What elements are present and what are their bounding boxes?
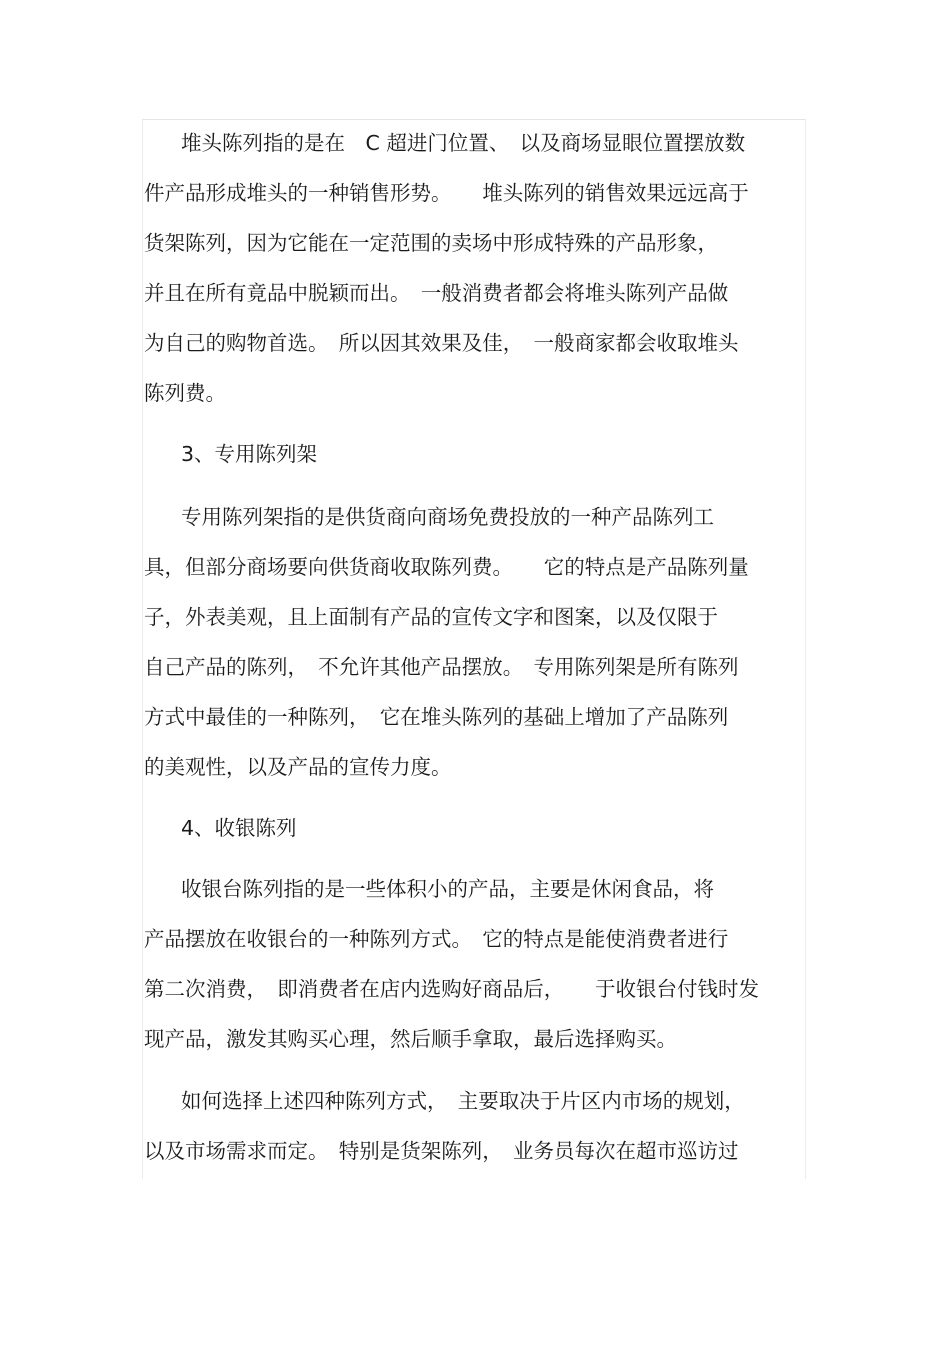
text-line: 具，但部分商场要向供货商收取陈列费。 它的特点是产品陈列量 bbox=[144, 555, 749, 579]
text-line: 并且在所有竟品中脱颖而出。 一般消费者都会将堆头陈列产品做 bbox=[144, 281, 729, 305]
section-heading: 4、收银陈列 bbox=[181, 816, 297, 840]
text-line: 方式中最佳的一种陈列， 它在堆头陈列的基础上增加了产品陈列 bbox=[144, 705, 729, 729]
section-heading: 3、专用陈列架 bbox=[181, 442, 318, 466]
text-line: 如何选择上述四种陈列方式， 主要取决于片区内市场的规划， bbox=[181, 1089, 745, 1113]
text-line: 的美观性，以及产品的宣传力度。 bbox=[144, 755, 452, 779]
text-line: 子，外表美观，且上面制有产品的宣传文字和图案，以及仅限于 bbox=[144, 605, 718, 629]
text-line: 产品摆放在收银台的一种陈列方式。 它的特点是能使消费者进行 bbox=[144, 927, 729, 951]
text-line: 陈列费。 bbox=[144, 381, 226, 405]
text-line: 为自己的购物首选。 所以因其效果及佳， 一般商家都会收取堆头 bbox=[144, 331, 739, 355]
text-line: 以及市场需求而定。 特别是货架陈列， 业务员每次在超市巡访过 bbox=[144, 1139, 739, 1163]
text-line: 货架陈列，因为它能在一定范围的卖场中形成特殊的产品形象， bbox=[144, 231, 718, 255]
text-line: 第二次消费， 即消费者在店内选购好商品后， 于收银台付钱时发 bbox=[144, 977, 759, 1001]
text-line: 专用陈列架指的是供货商向商场免费投放的一种产品陈列工 bbox=[181, 505, 714, 529]
text-line: 收银台陈列指的是一些体积小的产品，主要是休闲食品，将 bbox=[181, 877, 714, 901]
text-line: 堆头陈列指的是在 C 超进门位置、 以及商场显眼位置摆放数 bbox=[181, 131, 746, 155]
text-line: 现产品，激发其购买心理，然后顺手拿取，最后选择购买。 bbox=[144, 1027, 677, 1051]
text-line: 件产品形成堆头的一种销售形势。 堆头陈列的销售效果远远高于 bbox=[144, 181, 749, 205]
text-line: 自己产品的陈列， 不允许其他产品摆放。 专用陈列架是所有陈列 bbox=[144, 655, 739, 679]
